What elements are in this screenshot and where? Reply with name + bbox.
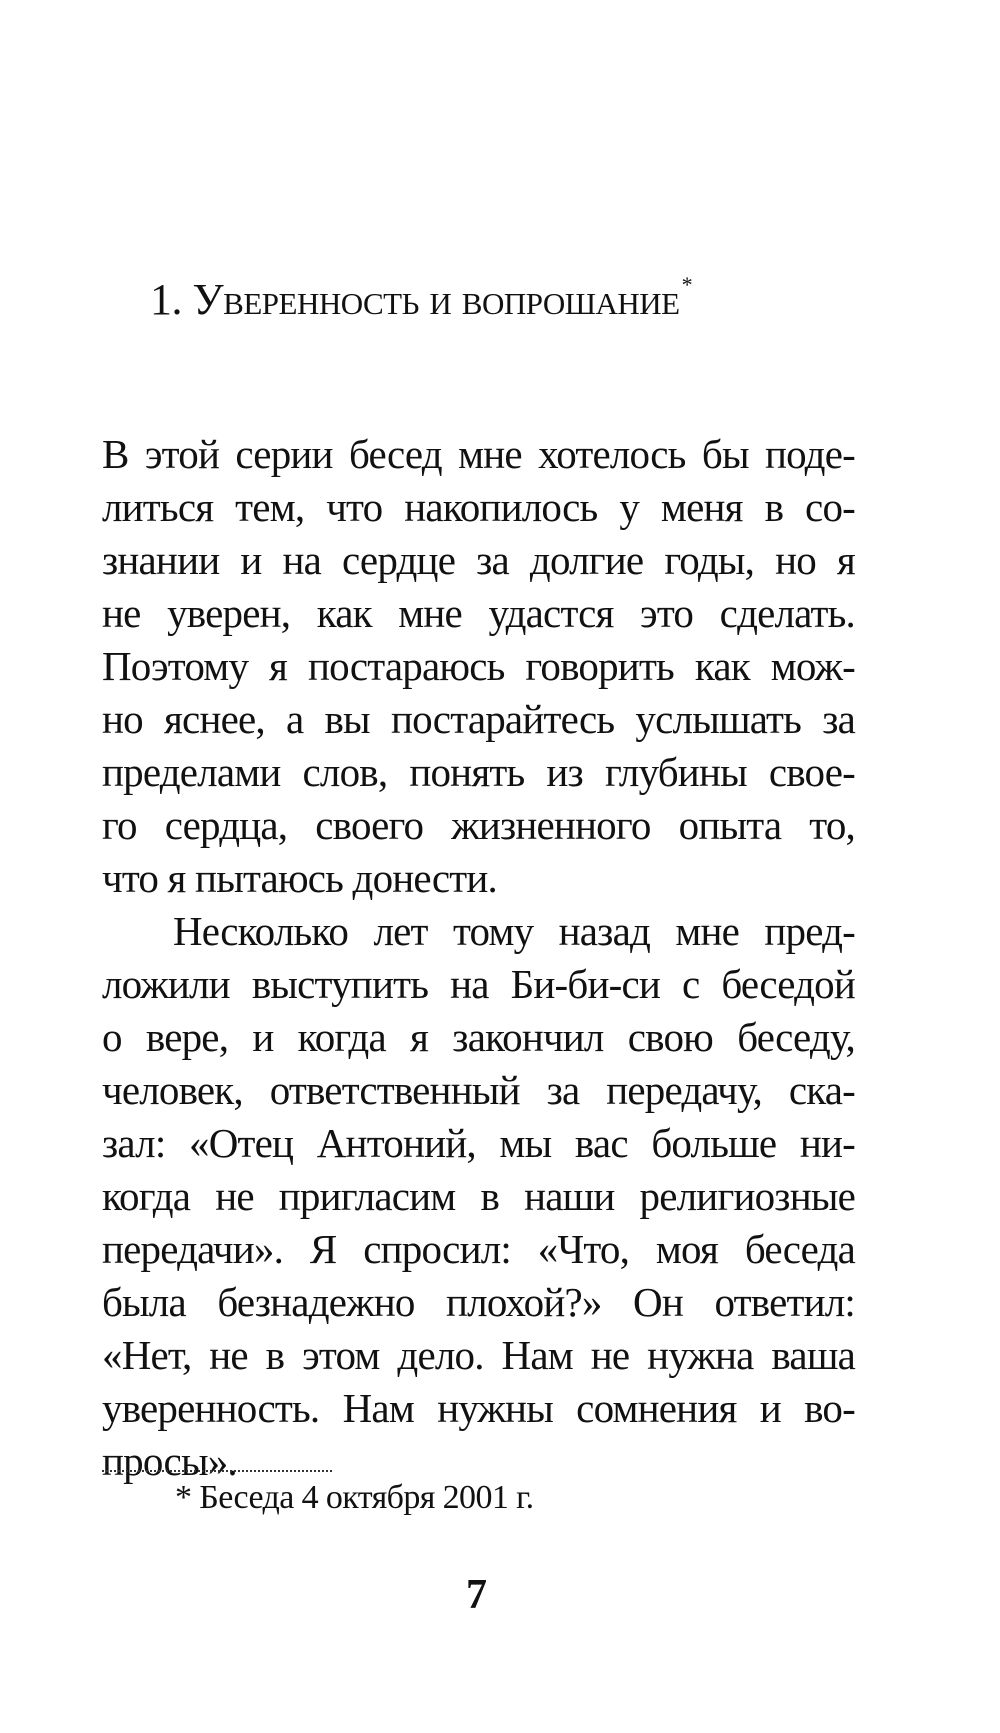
paragraph-line: пределами слов, понять из глубины свое- <box>102 749 855 795</box>
paragraph-line: В этой серии бесед мне хотелось бы поде- <box>102 431 855 477</box>
footnote-separator <box>102 1470 332 1472</box>
paragraph-line: уверенность. Нам нужны сомнения и во- <box>102 1385 855 1431</box>
paragraph-line: человек, ответственный за передачу, ска- <box>102 1067 855 1113</box>
paragraph-line: литься тем, что накопилось у меня в со- <box>102 484 855 530</box>
paragraph-line: «Нет, не в этом дело. Нам не нужна ваша <box>102 1332 855 1378</box>
paragraph-line: Поэтому я постараюсь говорить как мож- <box>102 643 855 689</box>
paragraph-line: зал: «Отец Антоний, мы вас больше ни- <box>102 1120 855 1166</box>
paragraph-line: но яснее, а вы постарайтесь услышать за <box>102 696 855 742</box>
chapter-title <box>150 272 830 325</box>
paragraph-line: не уверен, как мне удастся это сделать. <box>102 590 855 636</box>
paragraph-line: го сердца, своего жизненного опыта то, <box>102 802 855 848</box>
paragraph-line: Несколько лет тому назад мне пред- <box>173 908 855 954</box>
paragraph-line: когда не пригласим в наши религиозные <box>102 1173 855 1219</box>
footnote: * Беседа 4 октября 2001 г. <box>175 1479 534 1516</box>
paragraph-line: просы». <box>102 1438 237 1484</box>
paragraph-line: была безнадежно плохой?» Он ответил: <box>102 1279 855 1325</box>
chapter-title-text: 1. Уверенность и вопрошание <box>150 275 680 324</box>
body-text <box>102 428 855 1488</box>
page-number: 7 <box>466 1572 487 1618</box>
footnote-marker: * <box>681 272 693 297</box>
paragraph-line: ложили выступить на Би-би-си с беседой <box>102 961 855 1007</box>
paragraph-line: о вере, и когда я закончил свою беседу, <box>102 1014 855 1060</box>
paragraph-line: передачи». Я спросил: «Что, моя беседа <box>102 1226 855 1272</box>
paragraph-line: что я пытаюсь донести. <box>102 855 497 901</box>
paragraph-line: знании и на сердце за долгие годы, но я <box>102 537 855 583</box>
